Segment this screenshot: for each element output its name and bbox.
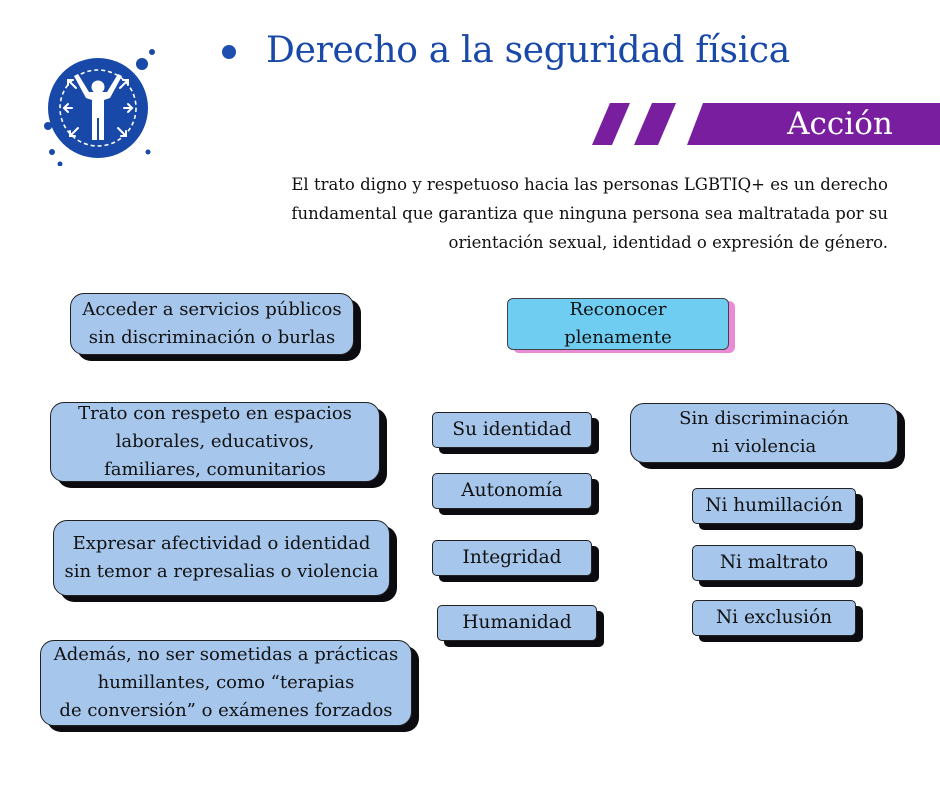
sin-discriminacion-heading: Sin discriminación ni violencia	[630, 403, 898, 463]
left-box-expresar: Expresar afectividad o identidad sin temor a represalias o violencia	[53, 520, 390, 596]
intro-paragraph: El trato digno y respetuoso hacia las personas LGBTIQ+ es un derecho fundamental que garantiza que ninguna persona sea maltratada por su orientación sexual, identidad o expresión de género.	[291, 175, 888, 252]
reconocer-heading: Reconocer plenamente	[507, 298, 729, 350]
item-autonomia: Autonomía	[432, 473, 592, 509]
item-su-identidad: Su identidad	[432, 412, 592, 448]
person-arms-raised-expand-icon	[38, 48, 156, 166]
item-ni-maltrato: Ni maltrato	[692, 545, 856, 581]
item-ni-humillacion: Ni humillación	[692, 488, 856, 524]
title-bullet	[222, 45, 236, 59]
left-box-servicios: Acceder a servicios públicos sin discriminación o burlas	[70, 293, 354, 355]
left-box-ademas: Además, no ser sometidas a prácticas humillantes, como “terapias de conversión” o exámenes forzados	[40, 640, 412, 726]
item-humanidad: Humanidad	[437, 605, 597, 641]
accion-badge: Acción	[787, 106, 893, 142]
item-ni-exclusion: Ni exclusión	[692, 600, 856, 636]
left-box-trato: Trato con respeto en espacios laborales, educativos, familiares, comunitarios	[50, 402, 380, 482]
page-title: Derecho a la seguridad física	[266, 30, 790, 71]
item-integridad: Integridad	[432, 540, 592, 576]
